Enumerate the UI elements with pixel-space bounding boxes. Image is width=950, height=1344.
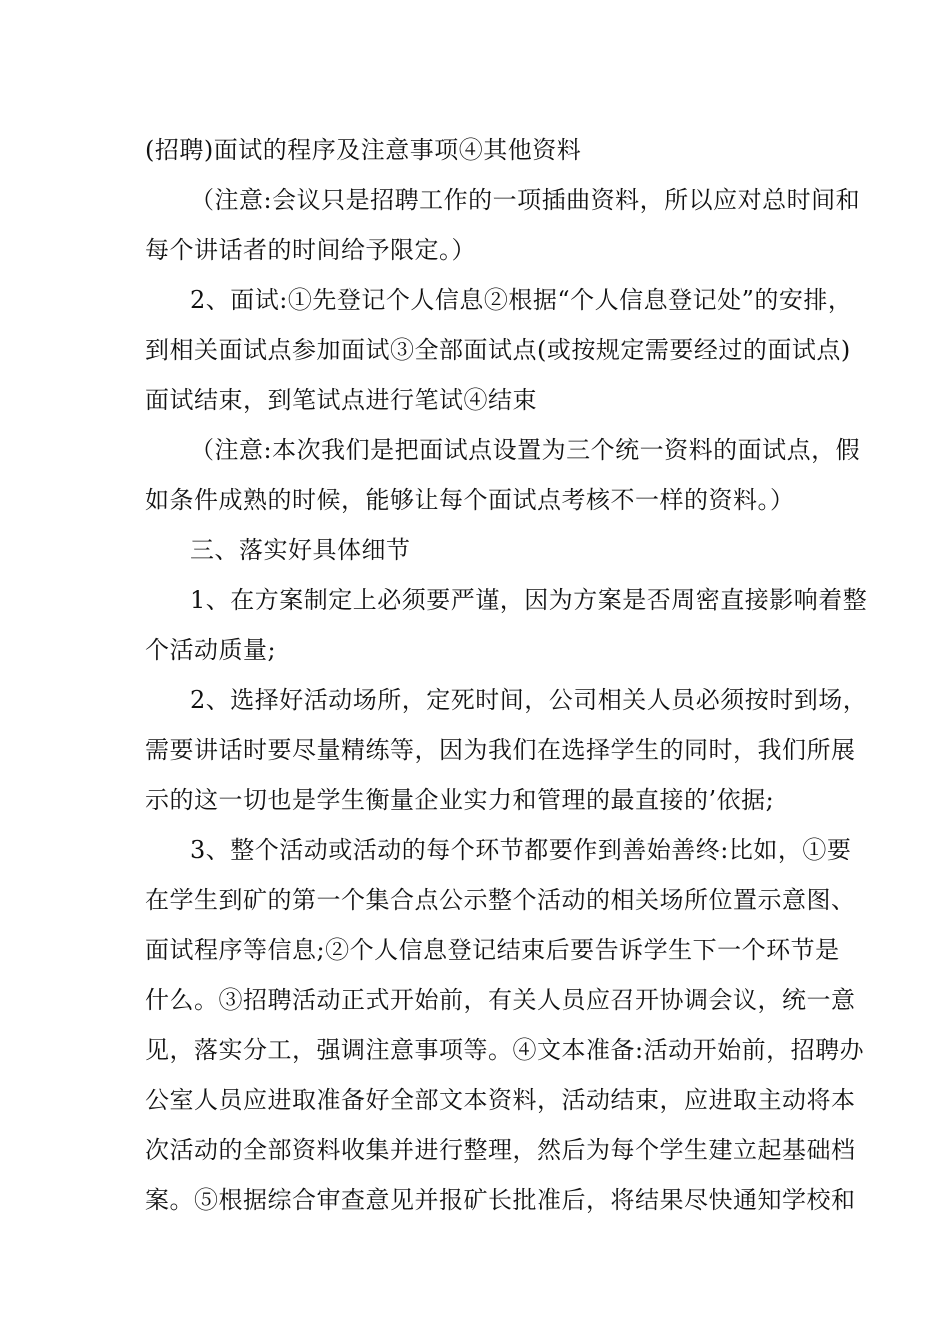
text-line: 面试结束，到笔试点进行笔试④结束 — [145, 386, 537, 414]
text-line: 如条件成熟的时候，能够让每个面试点考核不一样的资料。） — [145, 486, 795, 514]
text-line: 1、在方案制定上必须要严谨，因为方案是否周密直接影响着整 — [190, 586, 868, 614]
text-line: 每个讲话者的时间给予限定。） — [145, 236, 476, 264]
text-line: 什么。③招聘活动正式开始前，有关人员应召开协调会议，统一意 — [145, 986, 856, 1014]
text-line: 次活动的全部资料收集并进行整理，然后为每个学生建立起基础档 — [145, 1136, 856, 1164]
text-line: 个活动质量; — [145, 636, 277, 664]
text-line: 公室人员应进取准备好全部文本资料，活动结束，应进取主动将本 — [145, 1086, 856, 1114]
text-line: 示的这一切也是学生衡量企业实力和管理的最直接的’依据; — [145, 786, 775, 814]
text-line: 见，落实分工，强调注意事项等。④文本准备:活动开始前，招聘办 — [145, 1036, 865, 1064]
text-line: 到相关面试点参加面试③全部面试点(或按规定需要经过的面试点) — [145, 336, 851, 364]
text-line: 2、面试:①先登记个人信息②根据“个人信息登记处”的安排， — [190, 286, 853, 314]
text-line: 2、选择好活动场所，定死时间，公司相关人员必须按时到场， — [190, 686, 868, 714]
text-line: 3、整个活动或活动的每个环节都要作到善始善终:比如，①要 — [190, 836, 852, 864]
text-line: 面试程序等信息;②个人信息登记结束后要告诉学生下一个环节是 — [145, 936, 840, 964]
text-line: 在学生到矿的第一个集合点公示整个活动的相关场所位置示意图、 — [145, 886, 856, 914]
text-line: （注意:本次我们是把面试点设置为三个统一资料的面试点，假 — [190, 436, 861, 464]
section-heading: 三、落实好具体细节 — [190, 536, 411, 564]
text-line: 需要讲话时要尽量精练等，因为我们在选择学生的同时，我们所展 — [145, 736, 856, 764]
text-line: 案。⑤根据综合审查意见并报矿长批准后，将结果尽快通知学校和 — [145, 1186, 856, 1214]
text-line: （注意:会议只是招聘工作的一项插曲资料，所以应对总时间和 — [190, 186, 861, 214]
text-line: (招聘)面试的程序及注意事项④其他资料 — [145, 136, 582, 164]
